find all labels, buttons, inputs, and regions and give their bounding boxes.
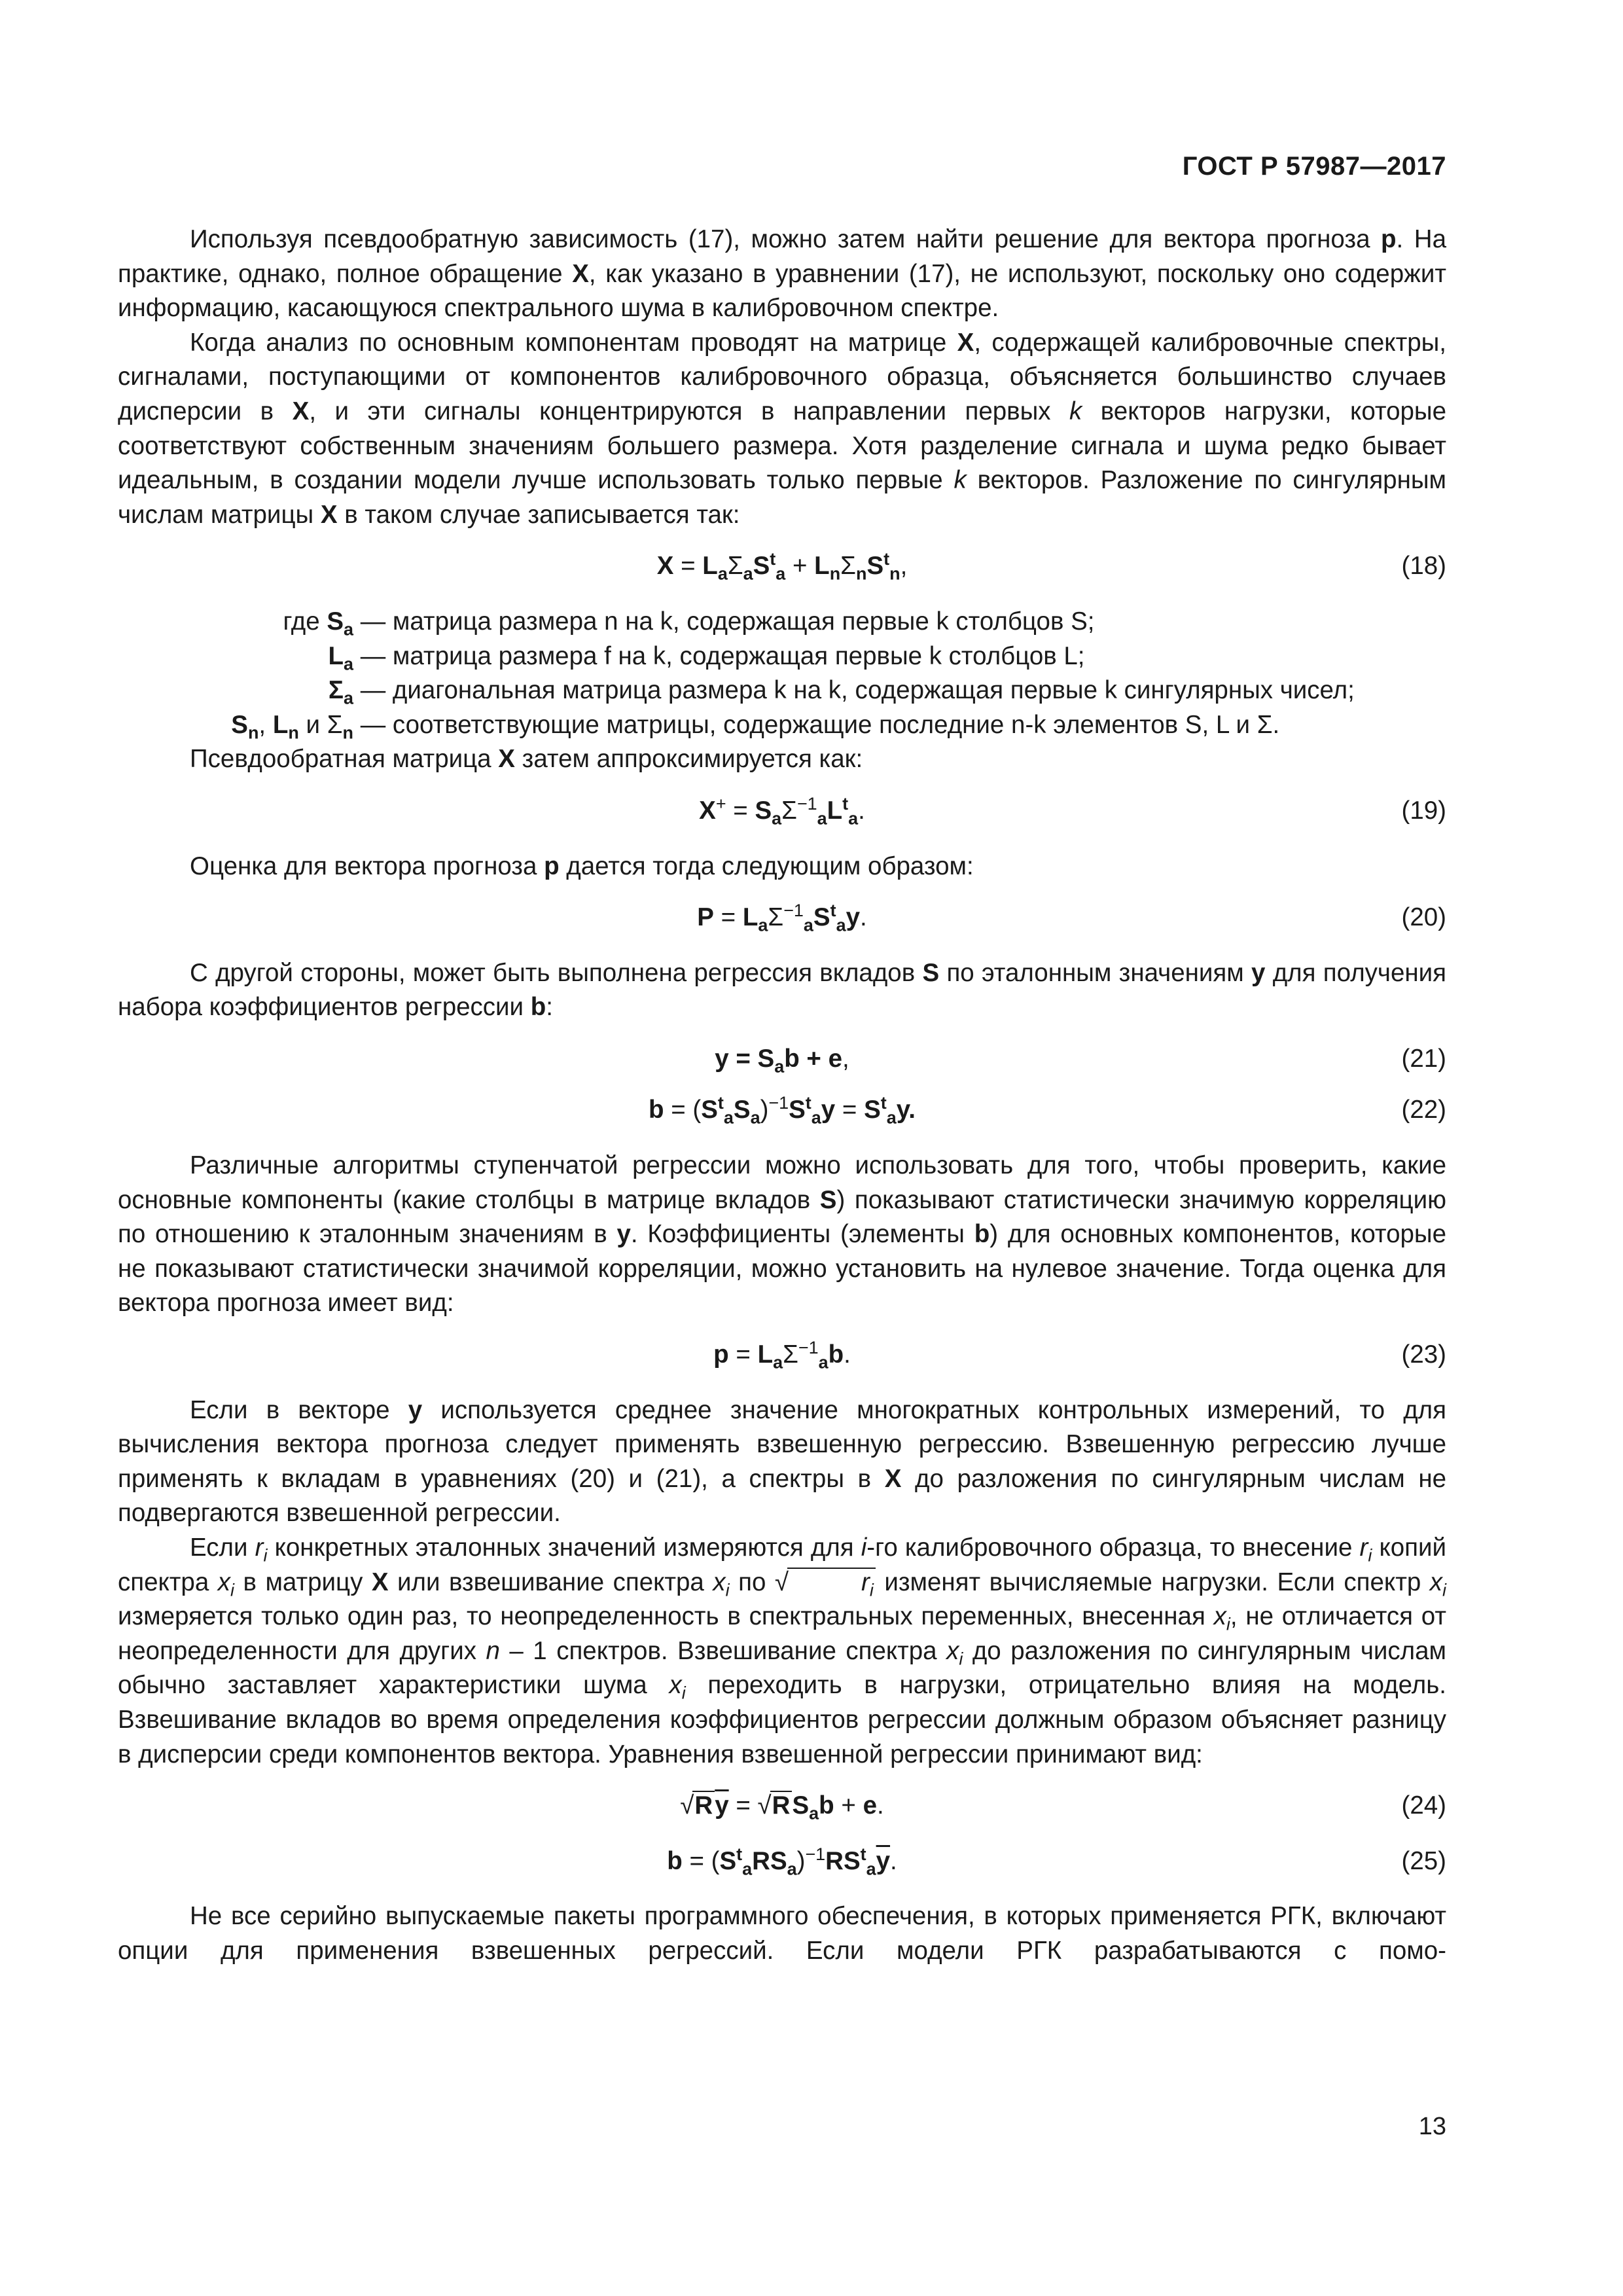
formula: $X = L_a\Sigma_aS^t_a + L_n\Sigma_nS^t_n$, [656,549,908,584]
equation-number: (21) [1401,1044,1446,1073]
paragraph-4: Оценка для вектора прогноза p дается тогда следующим образом: [190,852,974,880]
paragraph-6: Различные алгоритмы ступенчатой регрессии можно использовать для того, чтобы проверить, какие основные компоненты (какие столбцы в матрице вкладов S) показывают статистически значимую корреляцию по отношению к эталонным значениям в y. Коэффициенты (элементы b) для основных компонентов, которые не показывают статистически значимой корреляции, можно установить на нулевое значение. Тогда оценка для вектора прогноза имеет вид: [118,1151,1447,1318]
equation-number: (18) [1401,552,1446,581]
paragraph-3: Псевдообратная матрица X затем аппроксимируется как: [190,745,863,774]
document-body [118,223,1446,1969]
equation-number: (19) [1401,796,1446,825]
paragraph-8: Если $r_i$ конкретных эталонных значений измеряются для i-го калибровочного образца, то внесение $r_i$ копий спектра $x_i$ в матрицу X или взвешивание спектра $x_i$ по √ $r_i$ изменят вычисляемые нагрузки. Если спектр $x_i$ измеряется только один раз, то неопределенность в спектральных переменных, внесенная $x_i$, не отличается от неопределенности для других n – 1 спектров. Взвешивание спектра $x_i$ до разложения по сингулярным числам обычно заставляет характеристики шума $x_i$ переходить в нагрузки, отрицательно влияя на модель. Взвешивание вкладов во время определения коэффициентов регрессии должным образом объясняет разницу в дисперсии среди компонентов вектора. Уравнения взвешенной регрессии принимают вид: [118,1534,1447,1768]
equation-24 [118,1789,1446,1823]
document-page [118,0,1446,2296]
formula: $√R\overline{y} = √RS_ab + e$. [680,1791,884,1823]
formula: $b = (S^t_aRS_a)^{-1}RS^t_a\overline{y}$. [667,1844,897,1879]
equation-number: (20) [1401,903,1446,932]
equation-number: (25) [1401,1846,1446,1875]
formula: $P = L_a\Sigma^{-1}_aS^t_ay$. [697,901,867,935]
page-number: 13 [1418,2113,1446,2140]
formula: $y = S_ab + e$, [715,1044,849,1077]
equation-number: (23) [1401,1340,1446,1369]
paragraph-7: Если в векторе y используется среднее значение многократных контрольных измерений, то для вычисления вектора прогноза следует применять взвешенную регрессию. Взвешенную регрессию лучше применять к вкладам в уравнениях (20) и (21), а спектры в X до разложения по сингулярным числам не подвергаются взвешенной регрессии. [118,1395,1446,1528]
equation-20 [118,901,1446,935]
definition-2: $L_a$ — матрица размера f на k, содержащая первые k столбцов L; [328,641,1085,674]
definition-3: $\Sigma_a$ — диагональная матрица размера k на k, содержащая первые k сингулярных чисел; [328,676,1355,708]
definition-4: $S_n$, $L_n$ и $\Sigma_n$ — соответствующие матрицы, содержащие последние n-k элементов S, L и Σ. [231,710,1280,743]
formula: $b = (S^t_aS_a)^{-1}S^t_ay = S^t_ay$. [649,1093,916,1128]
paragraph-1: Используя псевдообратную зависимость (17), можно затем найти решение для вектора прогноза p. На практике, однако, полное обращение X, как указано в уравнении (17), не используют, поскольку оно содержит информацию, касающуюся спектрального шума в калибровочном спектре. [118,225,1447,323]
paragraph-2: Когда анализ по основным компонентам проводят на матрице X, содержащей калибровочные спектры, сигналами, поступающими от компонентов калибровочного образца, объясняется большинство случаев дисперсии в X, и эти сигналы концентрируются в направлении первых k векторов нагрузки, которые соответствуют собственным значениям большего размера. Хотя разделение сигнала и шума редко бывает идеальным, в создании модели лучше использовать только первые k векторов. Разложение по сингулярным числам матрицы X в таком случае записывается так: [118,328,1446,529]
formula: $X^+ = S_a\Sigma^{-1}_aL^t_a$. [699,794,865,829]
equation-number: (22) [1401,1096,1446,1124]
standard-designation: ГОСТ Р 57987—2017 [1182,152,1446,181]
equation-19 [118,794,1446,829]
equation-number: (24) [1401,1791,1446,1820]
definition-1: где $S_a$ — матрица размера n на k, содержащая первые k столбцов S; [283,607,1095,639]
equation-22 [118,1093,1446,1128]
paragraph-9: Не все серийно выпускаемые пакеты программного обеспечения, в которых применяется РГК, включают опции для применения взвешенных регрессий. Если модели РГК разрабатываются с помо- [118,1902,1446,1965]
paragraph-5: С другой стороны, может быть выполнена регрессия вкладов S по эталонным значениям y для получения набора коэффициентов регрессии b: [118,958,1446,1022]
equation-23 [118,1338,1446,1372]
equation-18 [118,549,1446,584]
equation-21 [118,1042,1446,1077]
formula: $p = L_a\Sigma^{-1}_ab$. [713,1338,851,1372]
equation-25 [118,1844,1446,1879]
